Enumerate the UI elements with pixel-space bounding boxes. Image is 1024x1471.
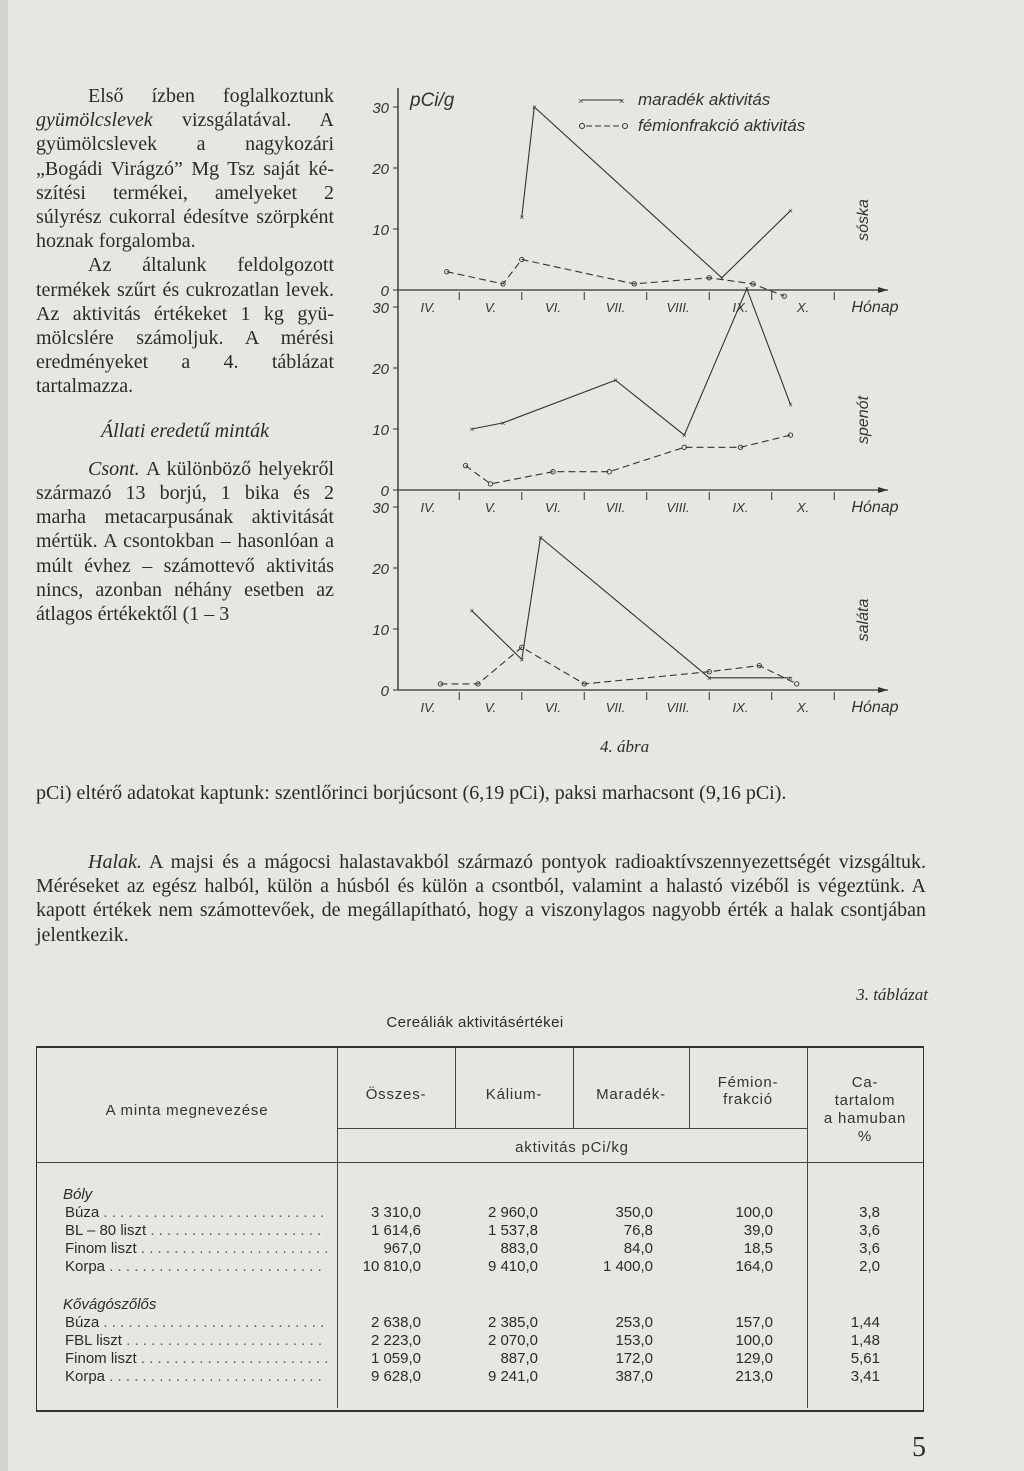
header-femion-line1: Fémion- [717,1074,779,1091]
x-tick-label: VII. [605,300,626,315]
data-point-maradek: × [744,284,750,294]
table-row [37,1332,923,1350]
data-point-femion [463,463,467,467]
data-point-maradek: × [519,655,525,665]
text-run: Első ízben foglalkoztunk [88,85,334,107]
data-point-maradek: × [519,212,525,222]
x-tick-label: VI. [545,700,561,715]
legend-label-femion: fémionfrakció aktivitás [638,116,806,135]
header-ca-line4: % [857,1128,873,1145]
header-femion-line2: frakció [723,1091,773,1108]
header-osszes: Összes- [365,1086,427,1103]
cell-maradek: 1 400,0 [602,1258,653,1275]
table-row [37,1368,923,1386]
cell-ca: 1,48 [850,1332,880,1349]
table-group-heading: Kővágószőlős [63,1296,157,1313]
table-label: 3. táblázat [856,985,928,1004]
legend-label-maradek: maradék aktivitás [638,90,771,109]
series-line-femion [441,647,797,684]
x-axis-label: Hónap [851,699,899,716]
cell-kalium: 2 070,0 [487,1332,538,1349]
cell-osszes: 10 810,0 [362,1258,421,1275]
x-tick-label: IV. [420,300,436,315]
figure-caption: 4. ábra [600,737,650,756]
legend-marker-femion [623,124,628,129]
row-name: Finom liszt . . . [65,1350,327,1367]
cell-maradek: 350,0 [615,1204,653,1221]
paragraph-halak [36,850,926,947]
data-point-maradek: × [788,400,793,410]
data-table [36,1046,924,1412]
cell-kalium: 883,0 [500,1240,538,1257]
paragraph-gyumolcslevek [36,84,334,253]
table-group-heading: Bóly [63,1186,93,1203]
x-tick-label: X. [796,300,810,315]
x-tick-label: V. [484,500,497,515]
legend-marker-maradek: × [578,96,584,106]
cell-maradek: 172,0 [615,1350,653,1367]
text-run-italic: Halak. [88,851,142,873]
text-run-italic: gyümölcslevek [36,109,153,132]
cell-femion: 100,0 [735,1332,773,1349]
cell-femion: 157,0 [735,1314,773,1331]
cell-maradek: 387,0 [615,1368,653,1385]
page-edge [0,0,8,1471]
cell-ca: 3,41 [850,1368,880,1385]
cell-femion: 18,5 [743,1240,773,1257]
x-tick-label: VII. [605,700,626,715]
cell-femion: 213,0 [735,1368,773,1385]
cell-osszes: 967,0 [383,1240,421,1257]
x-axis-arrow [878,687,888,693]
x-tick-label: IV. [420,700,436,715]
cell-femion: 129,0 [735,1350,773,1367]
header-unit: aktivitás pCi/kg [515,1139,629,1156]
cell-ca: 1,44 [850,1314,880,1331]
cell-osszes: 2 638,0 [370,1314,421,1331]
y-tick-label: 20 [372,161,389,178]
cell-maradek: 253,0 [615,1314,653,1331]
header-femion [689,1074,807,1108]
x-axis-label: Hónap [851,299,899,316]
cell-osszes: 3 310,0 [370,1204,421,1221]
y-tick-label: 30 [372,500,389,517]
cell-ca: 3,6 [859,1240,880,1257]
row-name: FBL liszt . . . [65,1332,327,1349]
legend-marker-femion [580,124,585,129]
header-ca-line2: tartalom [834,1092,896,1109]
data-point-maradek: × [719,273,725,283]
data-point-maradek: × [531,103,537,112]
header-maradek: Maradék- [596,1086,666,1103]
data-point-femion [488,482,492,486]
cell-kalium: 2 960,0 [487,1204,538,1221]
cell-femion: 164,0 [735,1258,773,1275]
panel-label: sóska [855,199,872,241]
panel-label: spenót [855,395,872,445]
series-line-femion [466,435,791,484]
header-ca-line1: Ca- [851,1074,879,1091]
data-point-femion [795,682,799,686]
y-tick-label: 20 [372,361,389,378]
cell-kalium: 9 241,0 [487,1368,538,1385]
data-point-maradek: × [469,606,475,616]
data-point-maradek: × [538,533,543,543]
text-run-italic: Csont. [88,457,140,480]
cell-ca: 5,61 [850,1350,880,1367]
cell-ca: 2,0 [859,1258,880,1275]
row-name: BL – 80 liszt . . . [65,1222,327,1239]
paragraph-continuation: pCi) eltérő adatokat kaptunk: szentlőrinci borjúcsont (6,19 pCi), paksi marhacsont (9,16 pCi). [36,782,787,804]
data-point-maradek: × [469,425,475,434]
x-tick-label: VIII. [666,700,690,715]
cell-femion: 100,0 [735,1204,773,1221]
x-tick-label: VIII. [666,300,690,315]
panel-label: saláta [855,598,872,642]
x-tick-label: X. [796,700,810,715]
left-column-text [36,84,334,626]
x-tick-label: IX. [732,300,749,315]
cell-maradek: 153,0 [615,1332,653,1349]
y-tick-label: 20 [372,561,389,578]
data-point-maradek: × [681,431,687,441]
figure-4-chart [350,82,910,732]
table-row [37,1350,923,1368]
page-number: 5 [912,1432,926,1463]
data-point-maradek: × [706,673,712,683]
x-axis-arrow [878,287,888,293]
table-row [37,1240,923,1258]
table-row [37,1314,923,1332]
row-name: Búza . . . [65,1204,327,1221]
y-tick-label: 0 [380,683,389,700]
header-divider [337,1128,807,1129]
data-point-maradek: × [613,376,618,386]
legend-marker-maradek: × [619,96,625,106]
x-axis-label: Hónap [851,499,899,516]
x-tick-label: IV. [420,500,436,515]
table-row [37,1222,923,1240]
header-name: A minta megnevezése [105,1102,269,1119]
x-tick-label: V. [484,700,497,715]
header-ca-line3: a hamuban [823,1110,907,1127]
cell-osszes: 1 614,6 [370,1222,421,1239]
y-tick-label: 10 [372,622,389,639]
x-tick-label: VIII. [666,500,690,515]
header-kalium: Kálium- [485,1086,543,1103]
header-bottom-rule [37,1162,923,1163]
x-axis-arrow [878,487,888,493]
x-tick-label: VI. [545,300,561,315]
cell-osszes: 1 059,0 [370,1350,421,1367]
y-tick-label: 30 [372,100,389,117]
cell-kalium: 2 385,0 [487,1314,538,1331]
x-tick-label: IX. [732,700,749,715]
cell-maradek: 84,0 [623,1240,653,1257]
cell-kalium: 1 537,8 [487,1222,538,1239]
row-name: Korpa . . . [65,1368,327,1385]
row-name: Korpa . . . [65,1258,327,1275]
y-tick-label: 30 [372,300,389,317]
y-tick-label: 0 [380,483,389,500]
x-tick-label: IX. [732,500,749,515]
row-name: Finom liszt . . . [65,1240,327,1257]
cell-maradek: 76,8 [623,1222,653,1239]
y-tick-label: 10 [372,222,389,239]
data-point-maradek: × [788,206,793,216]
cell-osszes: 2 223,0 [370,1332,421,1349]
cell-kalium: 9 410,0 [487,1258,538,1275]
y-tick-label: 0 [380,283,389,300]
data-point-maradek: × [788,673,793,683]
text-run: A majsi és a mágocsi halastavakból származó pontyok radioaktívszennyezettségét vizsgáltuk. Méréseket az egész halból, külön a húsból és külön a csontból, valamint a halastó vizéből is végeztünk. A kapott értékek nem számottevőek, de megállapítható, hogy a viszonylagos nagyobb érték a halak csontjában jelentkezik. [36,851,926,946]
cell-ca: 3,6 [859,1222,880,1239]
row-name: Búza . . . [65,1314,327,1331]
x-tick-label: VI. [545,500,561,515]
paragraph-levek: Az általunk feldolgozott termékek szűrt és cukrozatlan levek. Az aktivitás értékeket 1 kg gyümölcslére számoljuk. A mérési eredményeket a 4. táblázat tartalmazza. [36,254,334,398]
section-heading: Állati eredetű minták [100,419,270,442]
y-axis-label: pCi/g [410,90,455,111]
x-tick-label: X. [796,500,810,515]
cell-femion: 39,0 [743,1222,773,1239]
table-row [37,1204,923,1222]
data-point-maradek: × [500,418,506,428]
cell-osszes: 9 628,0 [370,1368,421,1385]
text-run: vizsgálatával. A gyümölcslevek a nagykozári „Bogádi Virágzó” Mg Tsz saját készítési termékei, amelyeket 2 súlyrész cukorral édesítve szörpként hoznak forgalomba. [36,109,334,253]
cell-ca: 3,8 [859,1204,880,1221]
cell-kalium: 887,0 [500,1350,538,1367]
header-ca [807,1074,923,1146]
x-tick-label: VII. [605,500,626,515]
table-row [37,1258,923,1276]
paragraph-csont [36,457,334,626]
x-tick-label: V. [484,300,497,315]
y-tick-label: 10 [372,422,389,439]
table-title: Cereáliák aktivitásértékei [386,1014,564,1031]
text-run: A különböző helyekről származó 13 borjú, 1 bika és 2 marha metacarpusának aktivitását mértük. A csontokban – hasonlóan a múlt évhez – számottevő aktivitás nincs, azonban néhány esetben az átlagos értékektől (1 – 3 [36,457,334,626]
